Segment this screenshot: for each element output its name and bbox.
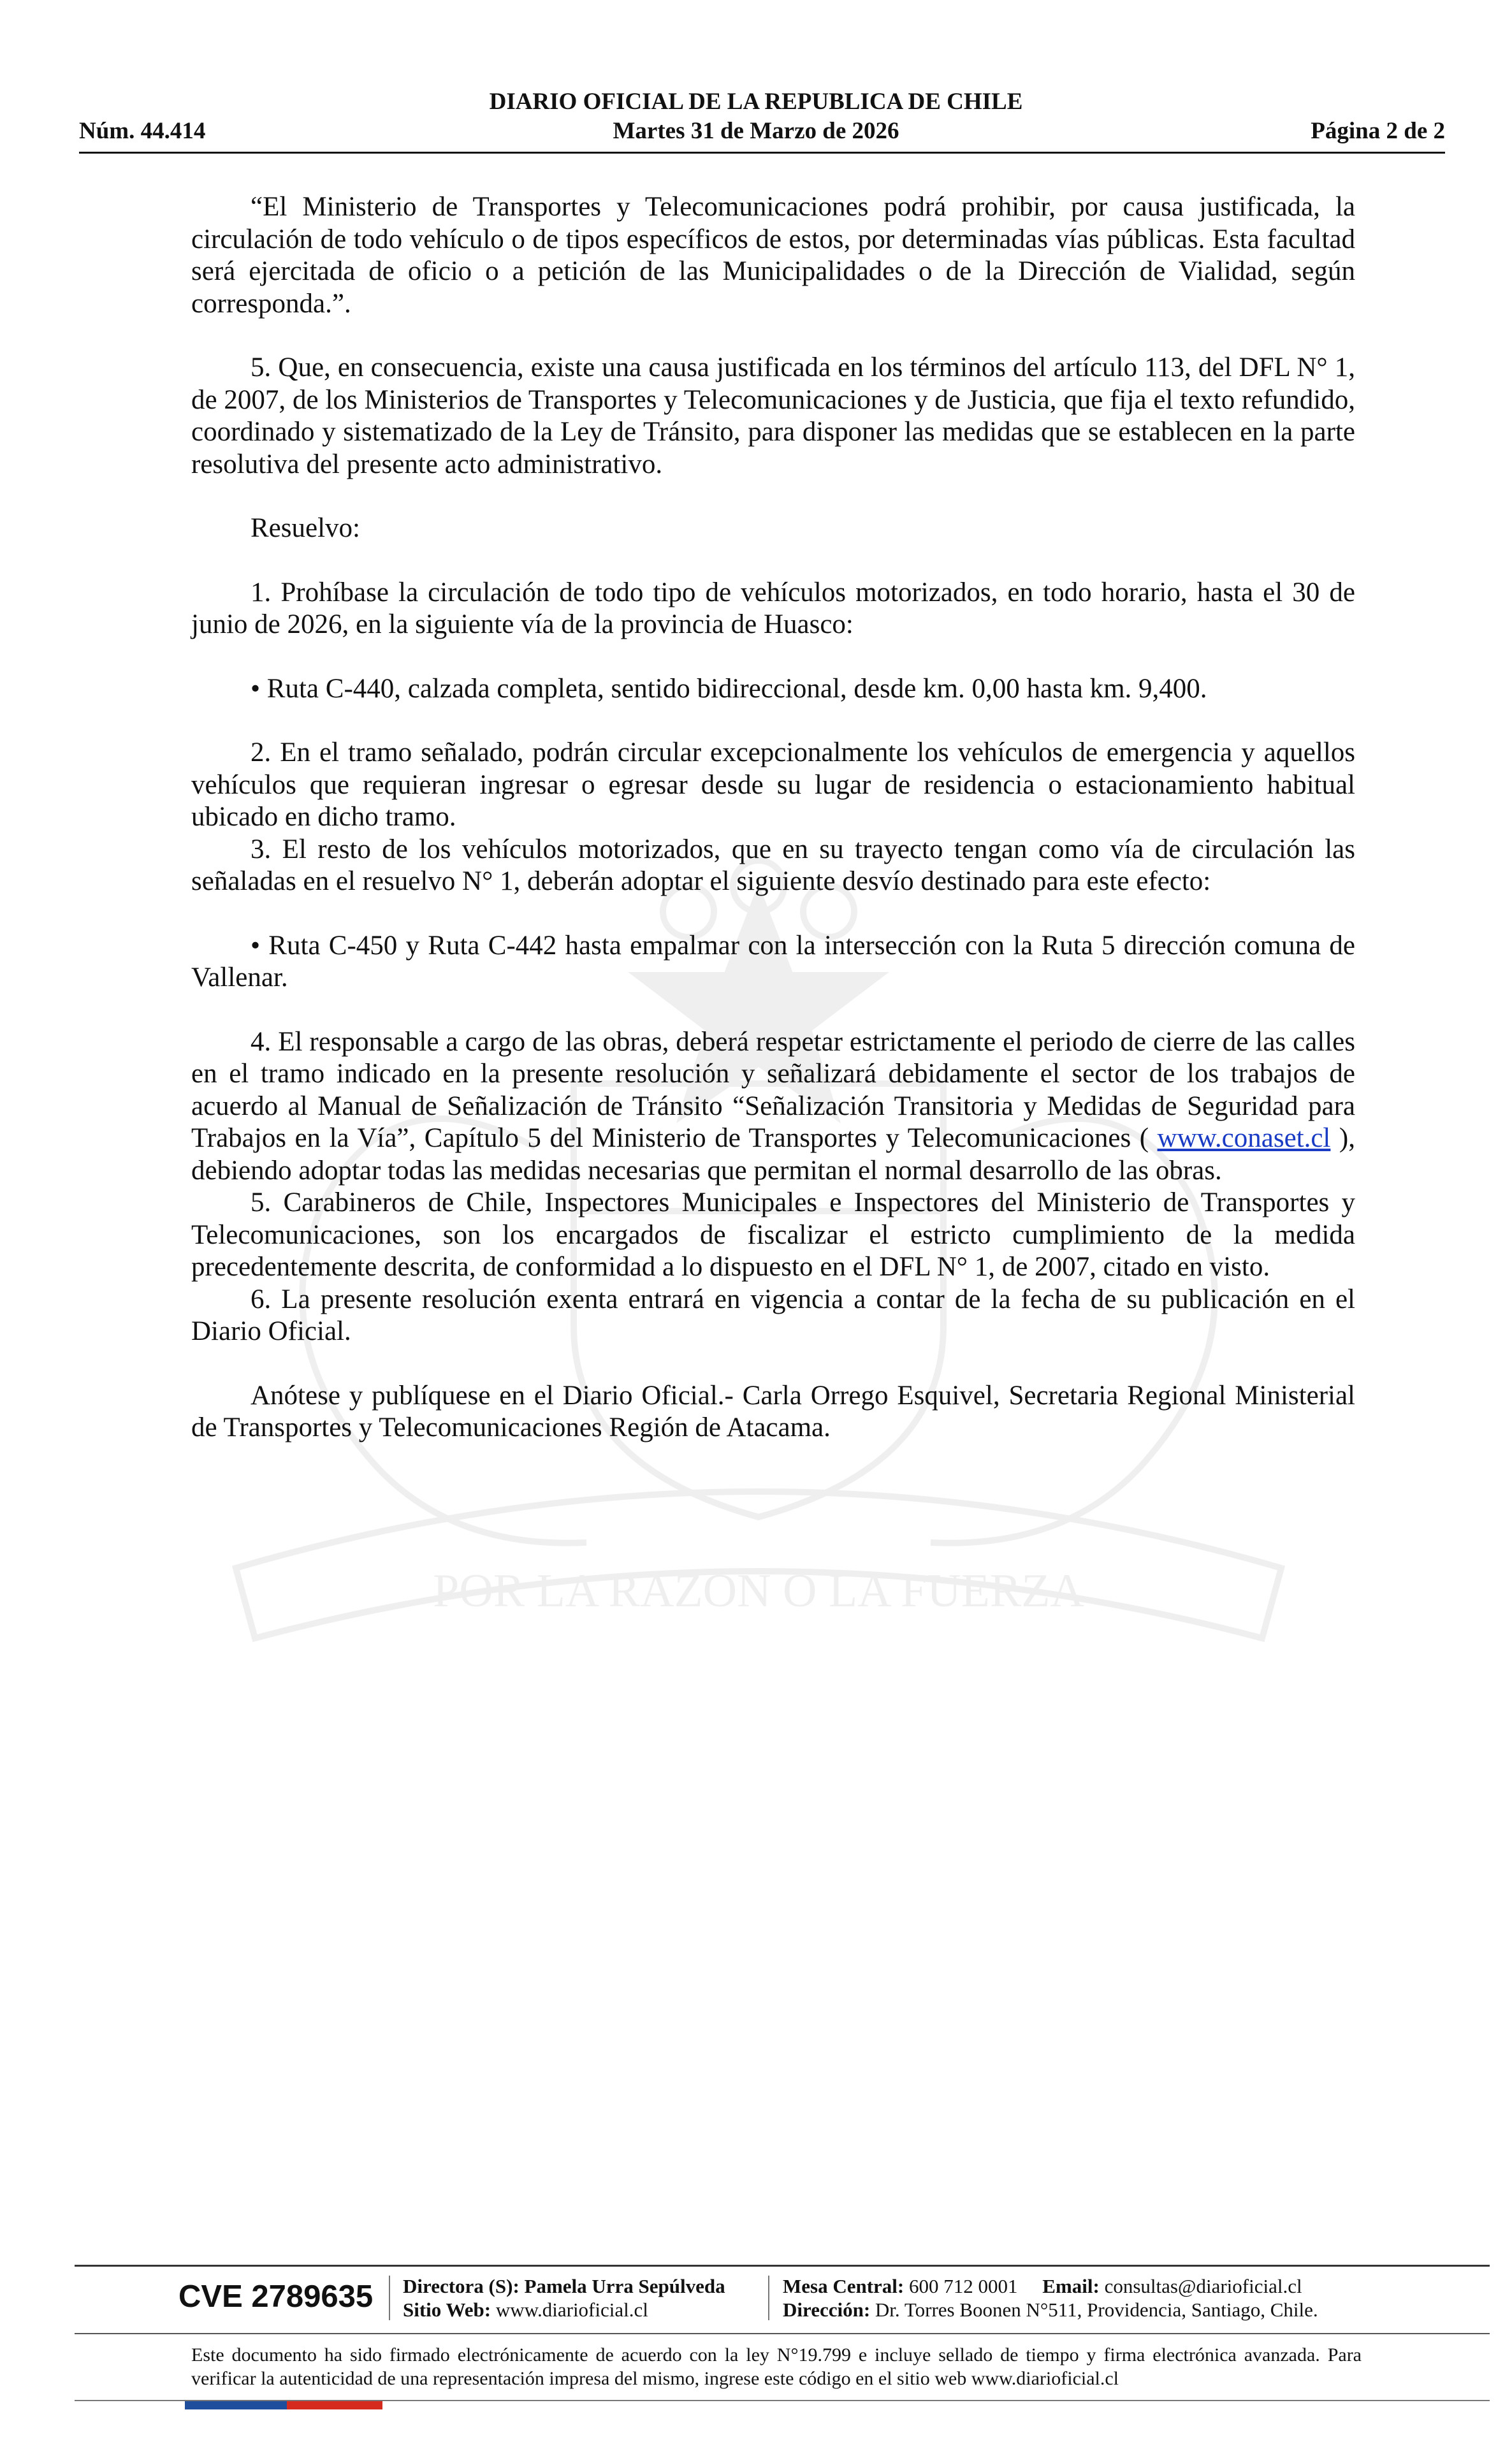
email-label: Email: [1042, 2275, 1100, 2297]
footer-separator [389, 2276, 390, 2320]
resuelvo-4-text-start: 4. El responsable a cargo de las obras, deberá respetar estrictamente el periodo de cierre de las calles en el tramo indicado en la presente resolución y señalizará debidamente el sector de los trabajos de acuerdo al Manual de Señalización de Tránsito “Señalización Transitoria y Medidas de Seguridad para Trabajos en la Vía”, Capítulo 5 del Ministerio de Transportes y Telecomunicaciones ( [191, 1026, 1355, 1153]
conaset-link[interactable]: www.conaset.cl [1157, 1123, 1331, 1153]
email-address[interactable]: consultas@diarioficial.cl [1104, 2275, 1302, 2297]
flag-stripe-blue [185, 2401, 287, 2409]
footer-separator [768, 2276, 769, 2320]
mesa-label: Mesa Central: [783, 2275, 905, 2297]
bullet-ruta-c440: • Ruta C-440, calzada completa, sentido bidireccional, desde km. 0,00 hasta km. 9,400. [251, 673, 1207, 704]
address-label: Dirección: [783, 2299, 871, 2321]
issue-date: Martes 31 de Marzo de 2026 [613, 118, 899, 144]
paragraph-resuelvo-1: 1. Prohíbase la circulación de todo tipo de vehículos motorizados, en todo horario, hasta el 30 de junio de 2026, en la siguiente vía de la provincia de Huasco: [191, 577, 1355, 639]
page-number: Página 2 de 2 [1311, 118, 1445, 144]
document-body [191, 191, 1355, 1444]
paragraph-resuelvo-2: 2. En el tramo señalado, podrán circular excepcionalmente los vehículos de emergencia y aquellos vehículos que requieran ingresar o egresar desde su lugar de residencia o estacionamiento habitual ubicado en dicho tramo. [191, 737, 1355, 832]
footer-mid-divider [75, 2333, 1490, 2334]
newspaper-title: DIARIO OFICIAL DE LA REPUBLICA DE CHILE [489, 89, 1023, 115]
paragraph-closing-signature: Anótese y publíquese en el Diario Oficial.- Carla Orrego Esquivel, Secretaria Regional Ministerial de Transportes y Telecomunicaciones Región de Atacama. [191, 1380, 1355, 1442]
paragraph-resuelvo-5: 5. Carabineros de Chile, Inspectores Municipales e Inspectores del Ministerio de Transportes y Telecomunicaciones, son los encargados de fiscalizar el estricto cumplimiento de la medida precedentemente descrita, de conformidad a lo dispuesto en el DFL N° 1, de 2007, citado en visto. [191, 1188, 1355, 1282]
address-value: Dr. Torres Boonen N°511, Providencia, Santiago, Chile. [875, 2299, 1318, 2321]
header-divider [79, 152, 1445, 154]
bullet-desvio: • Ruta C-450 y Ruta C-442 hasta empalmar con la intersección con la Ruta 5 dirección comuna de Vallenar. [191, 930, 1355, 992]
mesa-phone: 600 712 0001 [909, 2275, 1018, 2297]
footer-director-block [403, 2274, 725, 2321]
flag-stripe-red [287, 2401, 382, 2409]
footer-contact-block [783, 2274, 1318, 2321]
site-url[interactable]: www.diarioficial.cl [495, 2299, 648, 2321]
paragraph-resuelvo-heading: Resuelvo: [251, 513, 360, 543]
director-label: Directora (S): [403, 2275, 520, 2297]
paragraph-resuelvo-3: 3. El resto de los vehículos motorizados, que en su trayecto tengan como vía de circulación las señaladas en el resuelvo N° 1, deberán adoptar el siguiente desvío destinado para este efecto: [191, 834, 1355, 896]
site-label: Sitio Web: [403, 2299, 491, 2321]
issue-number: Núm. 44.414 [79, 118, 206, 144]
paragraph-considerando-5: 5. Que, en consecuencia, existe una causa justificada en los términos del artículo 113, del DFL N° 1, de 2007, de los Ministerios de Transportes y Telecomunicaciones y de Justicia, que fija el texto refundido, coordinado y sistematizado de la Ley de Tránsito, para disponer las medidas que se establecen en la parte resolutiva del presente acto administrativo. [191, 352, 1355, 479]
paragraph-resuelvo-4 [191, 1026, 1355, 1188]
electronic-signature-notice: Este documento ha sido firmado electrónicamente de acuerdo con la ley N°19.799 e incluye sellado de tiempo y firma electrónica avanzada. Para verificar la autenticidad de una representación impresa del mismo, ingrese este código en el sitio web www.diarioficial.cl [191, 2344, 1362, 2389]
director-name: Pamela Urra Sepúlveda [524, 2275, 725, 2297]
cve-code: CVE 2789635 [178, 2279, 374, 2314]
paragraph-quote: “El Ministerio de Transportes y Telecomunicaciones podrá prohibir, por causa justificada, la circulación de todo vehículo o de tipos específicos de estos, por determinadas vías públicas. Esta facultad será ejercitada de oficio o a petición de las Municipalidades o de la Dirección de Vialidad, según corresponda.”. [191, 192, 1355, 319]
paragraph-resuelvo-6: 6. La presente resolución exenta entrará en vigencia a contar de la fecha de su publicación en el Diario Oficial. [191, 1284, 1355, 1346]
resuelvo-4-text-end: ), debiendo adoptar todas las medidas necesarias que permitan el normal desarrollo de las obras. [191, 1123, 1355, 1186]
footer-top-divider [75, 2265, 1490, 2267]
watermark-motto: POR LA RAZON O LA FUERZA [433, 1565, 1084, 1617]
